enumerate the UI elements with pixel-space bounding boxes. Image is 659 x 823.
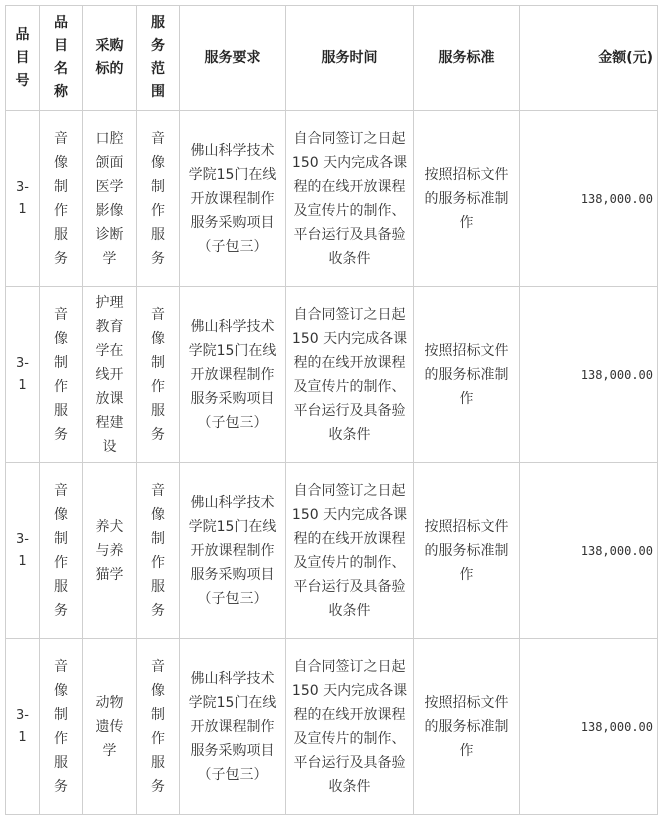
amount-cell: 138,000.00 bbox=[520, 111, 658, 287]
table-row bbox=[6, 111, 658, 287]
amount-cell: 138,000.00 bbox=[520, 463, 658, 639]
scope-cell: 音像制作服务 bbox=[137, 463, 180, 639]
header-item-name: 品目名称 bbox=[40, 6, 83, 111]
table-row bbox=[6, 639, 658, 815]
item-no-cell: 3-1 bbox=[6, 463, 40, 639]
header-subject: 采购标的 bbox=[83, 6, 137, 111]
subject-cell: 口腔颌面医学影像诊断学 bbox=[83, 111, 137, 287]
standard-cell: 按照招标文件的服务标准制作 bbox=[414, 287, 520, 463]
header-amount: 金额(元) bbox=[520, 6, 658, 111]
scope-cell: 音像制作服务 bbox=[137, 639, 180, 815]
item-no-cell: 3-1 bbox=[6, 111, 40, 287]
scope-cell: 音像制作服务 bbox=[137, 287, 180, 463]
amount-cell: 138,000.00 bbox=[520, 287, 658, 463]
header-scope: 服务范围 bbox=[137, 6, 180, 111]
subject-cell: 护理教育学在线开放课程建设 bbox=[83, 287, 137, 463]
table-row bbox=[6, 287, 658, 463]
item-no-cell: 3-1 bbox=[6, 287, 40, 463]
requirement-cell: 佛山科学技术学院15门在线开放课程制作服务采购项目（子包三） bbox=[180, 639, 286, 815]
time-cell: 自合同签订之日起 150 天内完成各课程的在线开放课程及宣传片的制作、平台运行及具备验收条件 bbox=[286, 639, 414, 815]
item-no-cell: 3-1 bbox=[6, 639, 40, 815]
requirement-cell: 佛山科学技术学院15门在线开放课程制作服务采购项目（子包三） bbox=[180, 463, 286, 639]
subject-cell: 动物遗传学 bbox=[83, 639, 137, 815]
time-cell: 自合同签订之日起 150 天内完成各课程的在线开放课程及宣传片的制作、平台运行及具备验收条件 bbox=[286, 287, 414, 463]
time-cell: 自合同签订之日起 150 天内完成各课程的在线开放课程及宣传片的制作、平台运行及具备验收条件 bbox=[286, 111, 414, 287]
requirement-cell: 佛山科学技术学院15门在线开放课程制作服务采购项目（子包三） bbox=[180, 111, 286, 287]
header-item-no: 品目号 bbox=[6, 6, 40, 111]
time-cell: 自合同签订之日起 150 天内完成各课程的在线开放课程及宣传片的制作、平台运行及具备验收条件 bbox=[286, 463, 414, 639]
procurement-table bbox=[5, 5, 658, 815]
table-row bbox=[6, 463, 658, 639]
item-name-cell: 音像制作服务 bbox=[40, 463, 83, 639]
item-name-cell: 音像制作服务 bbox=[40, 287, 83, 463]
item-name-cell: 音像制作服务 bbox=[40, 111, 83, 287]
scope-cell: 音像制作服务 bbox=[137, 111, 180, 287]
standard-cell: 按照招标文件的服务标准制作 bbox=[414, 111, 520, 287]
standard-cell: 按照招标文件的服务标准制作 bbox=[414, 463, 520, 639]
requirement-cell: 佛山科学技术学院15门在线开放课程制作服务采购项目（子包三） bbox=[180, 287, 286, 463]
standard-cell: 按照招标文件的服务标准制作 bbox=[414, 639, 520, 815]
header-standard: 服务标准 bbox=[414, 6, 520, 111]
header-requirement: 服务要求 bbox=[180, 6, 286, 111]
amount-cell: 138,000.00 bbox=[520, 639, 658, 815]
header-time: 服务时间 bbox=[286, 6, 414, 111]
item-name-cell: 音像制作服务 bbox=[40, 639, 83, 815]
subject-cell: 养犬与养猫学 bbox=[83, 463, 137, 639]
header-row bbox=[6, 6, 658, 111]
